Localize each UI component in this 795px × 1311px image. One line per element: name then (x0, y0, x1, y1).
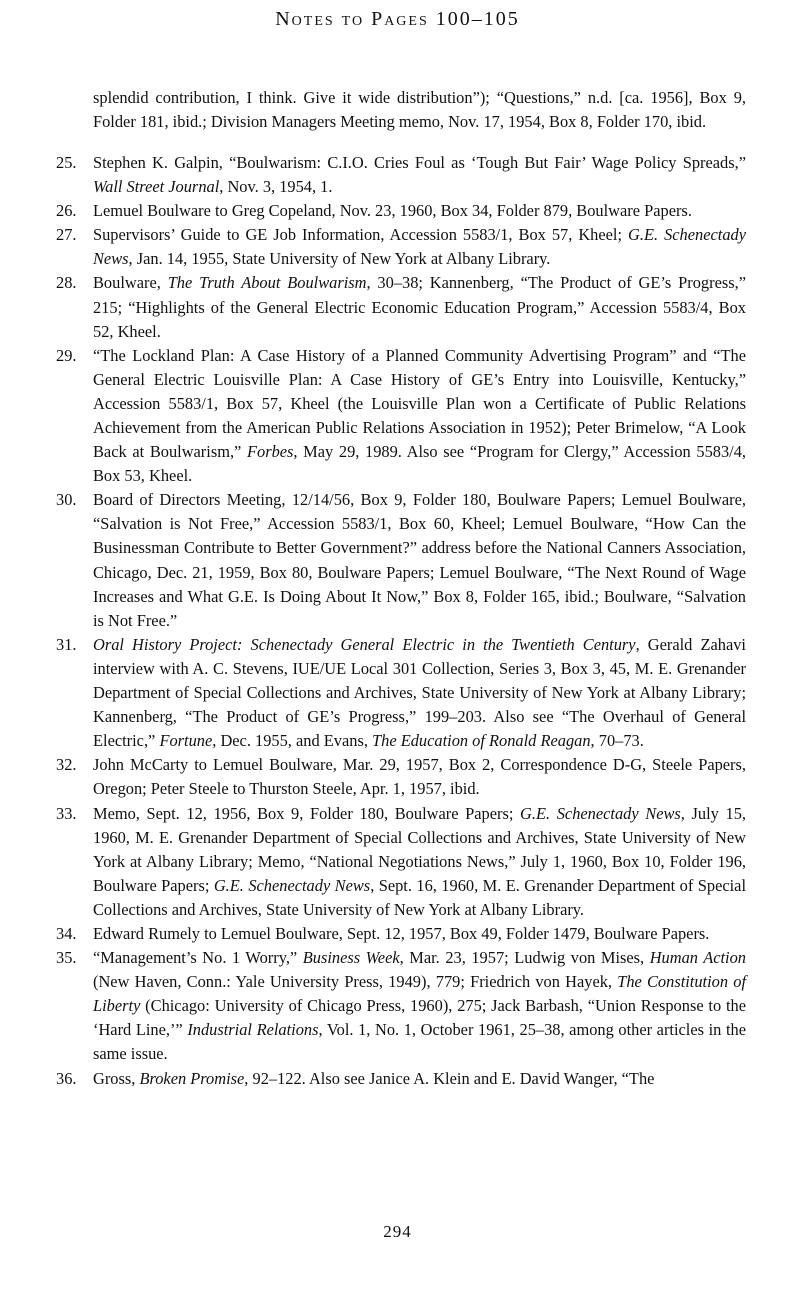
italic-title: Forbes (246, 442, 294, 462)
italic-title: G.E. Schenectady News (93, 225, 746, 269)
citation-text: , May 29, 1989. Also see “Program for Clergy,” Accession 5583/4, Box 53, Kheel. (93, 442, 747, 486)
citation-text: , Vol. 1, No. 1, October 1961, 25–38, among other articles in the same issue. (93, 1020, 746, 1064)
endnote (56, 199, 746, 223)
citation-text: , July 15, 1960, M. E. Grenander Department of Special Collections and Archives, State University of New York at Albany Library; Memo, “National Negotiations News,” July 1, 1960, Box 10, Folder 196, Boulware Papers; (93, 803, 746, 895)
endnote (56, 922, 746, 946)
endnote-text (93, 344, 746, 489)
endnote-number: 29. (56, 345, 77, 365)
italic-title: Broken Promise (139, 1068, 245, 1088)
endnote (56, 488, 746, 633)
citation-text: Board of Directors Meeting, 12/14/56, Box 9, Folder 180, Boulware Papers; Lemuel Boulware, “Salvation is Not Free,” Accession 5583/1, Box 60, Kheel; Lemuel Boulware, “How Can the Businessman Contribute to Better Government?” address before the National Canners Association, Chicago, Dec. 21, 1959, Box 80, Boulware Papers; Lemuel Boulware, “The Next Round of Wage Increases and What G.E. Is Doing About It Now,” Box 8, Folder 165, ibid.; Boulware, “Salvation is Not Free.” (93, 490, 746, 630)
endnote-text (93, 802, 746, 922)
citation-text: , Jan. 14, 1955, State University of New York at Albany Library. (128, 249, 551, 269)
endnote (56, 802, 746, 922)
citation-text: (New Haven, Conn.: Yale University Press, 1949), 779; Friedrich von Hayek, (93, 972, 618, 992)
endnote-number: 34. (56, 923, 77, 943)
endnote-text (93, 488, 746, 633)
endnote (56, 1067, 746, 1091)
endnote-text (93, 946, 746, 1066)
endnote-number: 35. (56, 948, 77, 968)
endnote (56, 151, 746, 199)
citation-text: “The Lockland Plan: A Case History of a Planned Community Advertising Program” and “The General Electric Louisville Plan: A Case History of GE’s Entry into Louisville, Kentucky,” Accession 5583/1, Box 57, Kheel (the Louisville Plan won a Certificate of Public Relations Achievement from the American Public Relations Association in 1952); Peter Brimelow, “A Look Back at Boulwarism,” (93, 345, 746, 462)
citation-text: Stephen K. Galpin, “Boulwarism: C.I.O. Cries Foul as ‘Tough But Fair’ Wage Policy Spreads,” (93, 152, 746, 172)
endnote-number: 31. (56, 634, 77, 654)
endnote-text (93, 753, 746, 801)
endnote-text (93, 922, 746, 946)
endnote-number: 36. (56, 1068, 77, 1088)
italic-title: The Constitution of Liberty (93, 972, 747, 1016)
running-head: Notes to Pages 100–105 (275, 8, 520, 30)
endnote-number: 26. (56, 201, 77, 221)
italic-title: Business Week (302, 948, 400, 968)
italic-title: G.E. Schenectady News (213, 875, 371, 895)
italic-title: Oral History Project: Schenectady General Electric in the Twentieth Century (93, 634, 636, 654)
citation-text: , 92–122. Also see Janice A. Klein and E. David Wanger, “The (244, 1068, 655, 1088)
italic-title: The Education of Ronald Reagan (372, 731, 591, 751)
endnote (56, 946, 746, 1066)
citation-text: “Management’s No. 1 Worry,” (93, 948, 303, 968)
endnote (56, 271, 746, 343)
italic-title: Fortune (159, 731, 213, 751)
endnote-text (93, 633, 746, 753)
citation-text: Gross, (93, 1068, 140, 1088)
endnote-number: 33. (56, 803, 77, 823)
citation-text: Lemuel Boulware to Greg Copeland, Nov. 23, 1960, Box 34, Folder 879, Boulware Papers. (93, 201, 692, 221)
citation-text: , Gerald Zahavi interview with A. C. Stevens, IUE/UE Local 301 Collection, Series 3, Box 3, 45, M. E. Grenander Department of Special Collections and Archives, State University of New York at Albany Library; Kannenberg, “The Product of GE’s Progress,” 199–203. Also see “The Overhaul of General Electric,” (93, 634, 746, 751)
citation-text: Supervisors’ Guide to GE Job Information, Accession 5583/1, Box 57, Kheel; (93, 225, 629, 245)
citation-text: Memo, Sept. 12, 1956, Box 9, Folder 180, Boulware Papers; (93, 803, 521, 823)
page-number: 294 (383, 1222, 412, 1241)
endnote-text (93, 199, 746, 223)
endnote (56, 633, 746, 753)
italic-title: G.E. Schenectady News (520, 803, 681, 823)
note-list (56, 151, 746, 1091)
endnote (56, 223, 746, 271)
endnote-text (93, 151, 746, 199)
endnote (56, 344, 746, 489)
endnote-text (93, 223, 746, 271)
italic-title: Industrial Relations (187, 1020, 319, 1040)
note-continuation: splendid contribution, I think. Give it wide distribution”); “Questions,” n.d. [ca. 1956], Box 9, Folder 181, ibid.; Division Managers Meeting memo, Nov. 17, 1954, Box 8, Folder 170, ibid. (93, 88, 746, 132)
citation-text: John McCarty to Lemuel Boulware, Mar. 29, 1957, Box 2, Correspondence D-G, Steele Papers, Oregon; Peter Steele to Thurston Steele, Apr. 1, 1957, ibid. (93, 755, 746, 799)
endnote (56, 753, 746, 801)
italic-title: Human Action (649, 948, 746, 968)
endnote-number: 25. (56, 152, 77, 172)
italic-title: The Truth About Boulwarism (167, 273, 367, 293)
endnote-number: 32. (56, 755, 77, 775)
endnote-number: 28. (56, 273, 77, 293)
endnote-text (93, 271, 746, 343)
citation-text: Boulware, (93, 273, 168, 293)
citation-text: , 30–38; Kannenberg, “The Product of GE’s Progress,” 215; “Highlights of the General Electric Economic Education Program,” Accession 5583/4, Box 52, Kheel. (93, 273, 746, 341)
endnote-number: 30. (56, 490, 77, 510)
citation-text: , Mar. 23, 1957; Ludwig von Mises, (399, 948, 650, 968)
italic-title: Wall Street Journal (93, 177, 220, 197)
endnote-text (93, 1067, 746, 1091)
citation-text: , 70–73. (590, 731, 644, 751)
citation-text: , Dec. 1955, and Evans, (212, 731, 373, 751)
citation-text: , Nov. 3, 1954, 1. (219, 177, 333, 197)
citation-text: (Chicago: University of Chicago Press, 1960), 275; Jack Barbash, “Union Response to the ‘Hard Line,’” (93, 996, 746, 1040)
endnote-number: 27. (56, 225, 77, 245)
endnotes (56, 70, 746, 1091)
citation-text: Edward Rumely to Lemuel Boulware, Sept. 12, 1957, Box 49, Folder 1479, Boulware Papers. (93, 923, 710, 943)
citation-text: , Sept. 16, 1960, M. E. Grenander Department of Special Collections and Archives, State University of New York at Albany Library. (93, 875, 746, 919)
